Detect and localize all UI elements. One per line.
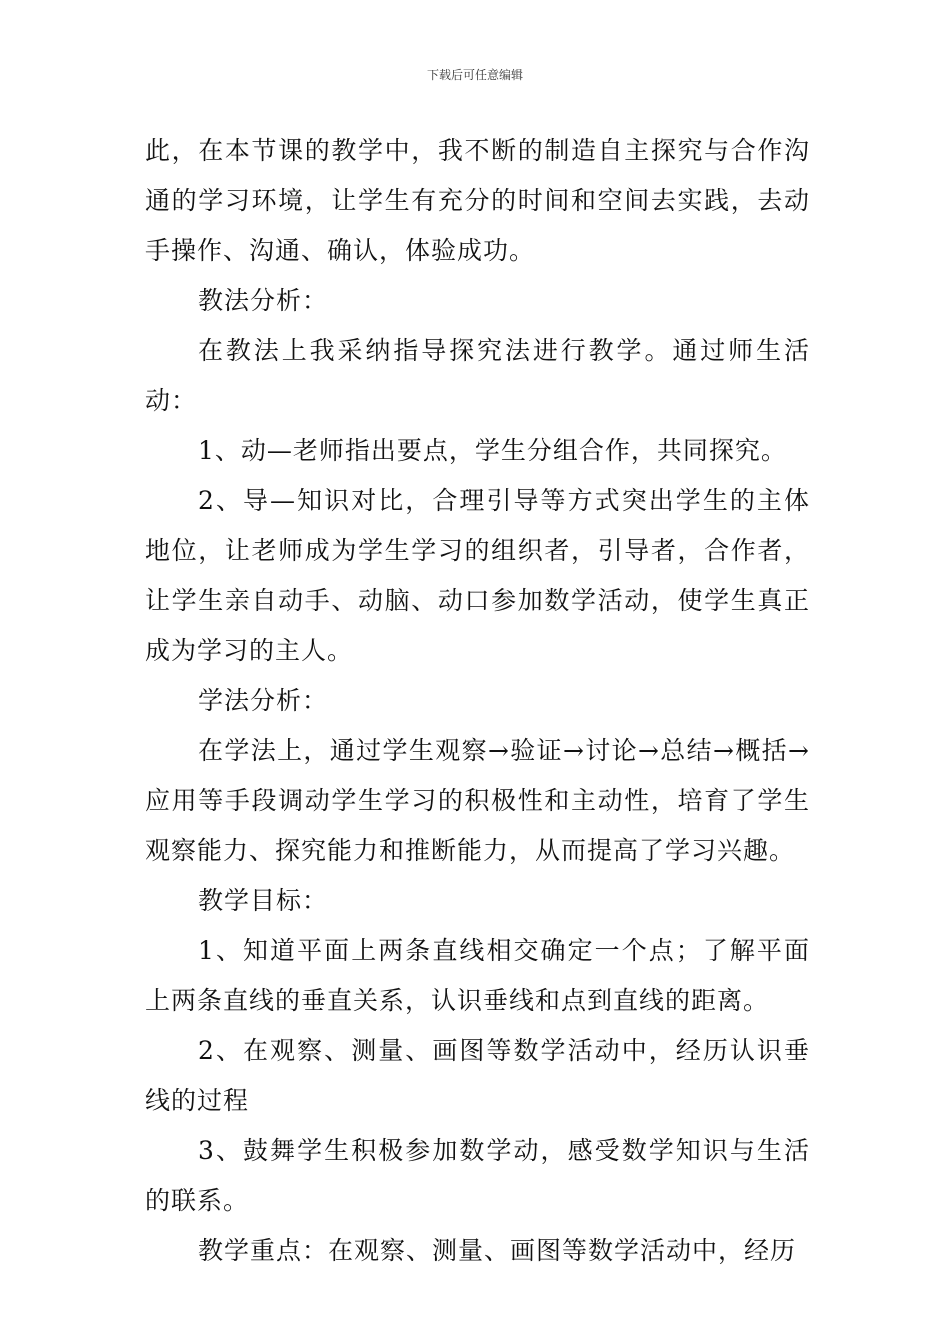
list-item: 2、在观察、测量、画图等数学活动中，经历认识垂线的过程 xyxy=(145,1036,810,1115)
section-heading-learning-method: 学法分析： xyxy=(198,686,329,715)
paragraph: 此，在本节课的教学中，我不断的制造自主探究与合作沟通的学习环境，让学生有充分的时间和空间去实践，去动手操作、沟通、确认，体验成功。 xyxy=(145,136,810,265)
section-heading-teaching-goals: 教学目标： xyxy=(198,886,329,915)
paragraph: 在教法上我采纳指导探究法进行教学。通过师生活动： xyxy=(145,336,810,415)
list-item: 2、导—知识对比，合理引导等方式突出学生的主体地位，让老师成为学生学习的组织者，引导者，合作者，让学生亲自动手、动脑、动口参加数学活动，使学生真正成为学习的主人。 xyxy=(145,486,810,665)
list-item: 1、动—老师指出要点，学生分组合作，共同探究。 xyxy=(198,436,787,465)
document-body xyxy=(145,126,810,1276)
list-item: 3、鼓舞学生积极参加数学动，感受数学知识与生活的联系。 xyxy=(145,1136,810,1215)
page-header: 下载后可任意编辑 xyxy=(426,68,523,82)
paragraph: 在学法上，通过学生观察→验证→讨论→总结→概括→应用等手段调动学生学习的积极性和主动性，培育了学生观察能力、探究能力和推断能力，从而提高了学习兴趣。 xyxy=(145,736,810,865)
list-item: 1、知道平面上两条直线相交确定一个点；了解平面上两条直线的垂直关系，认识垂线和点到直线的距离。 xyxy=(145,936,810,1015)
section-heading-teaching-method: 教法分析： xyxy=(198,286,329,315)
paragraph: 教学重点：在观察、测量、画图等数学活动中，经历 xyxy=(198,1236,797,1265)
